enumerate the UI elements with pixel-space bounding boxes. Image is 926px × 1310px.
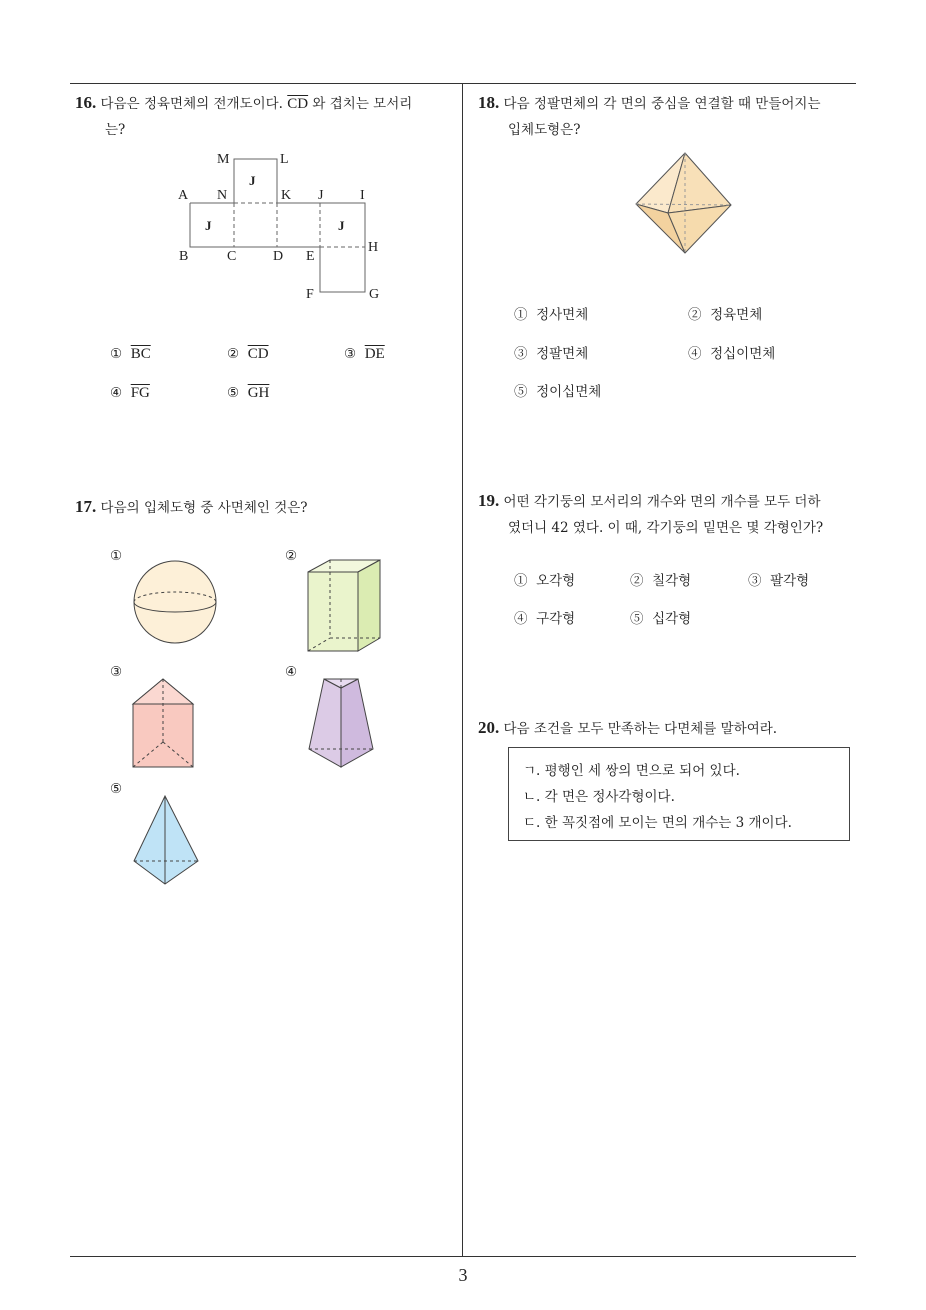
net-label-M: M [217, 152, 230, 167]
q16-option-2[interactable]: ② $\overline{CD}$ [227, 346, 269, 362]
q17-mark-4[interactable]: ④ [285, 664, 298, 680]
q18-option-1[interactable]: ① 정사면체 [514, 307, 589, 323]
q16-option-3[interactable]: ③ $\overline{DE}$ [344, 346, 385, 362]
q16-text-3: 는? [105, 122, 126, 138]
net-label-D: D [273, 249, 284, 264]
q18-option-2[interactable]: ② 정육면체 [688, 307, 763, 323]
net-label-J: J [318, 188, 324, 203]
q19-option-2[interactable]: ② 칠각형 [630, 573, 692, 589]
q20-condition-1: ㄱ. 평행인 세 쌍의 면으로 되어 있다. [523, 763, 740, 779]
net-label-N: N [217, 188, 228, 203]
q18-option-4[interactable]: ④ 정십이면체 [688, 346, 776, 362]
q20-condition-3: ㄷ. 한 꼭짓점에 모이는 면의 개수는 3 개이다. [523, 815, 792, 831]
net-label-L: L [280, 152, 289, 167]
q18-number: 18. [478, 93, 500, 112]
net-face-label-left: J [205, 218, 212, 233]
q17-mark-1[interactable]: ① [110, 548, 123, 564]
q19-question [478, 488, 878, 541]
net-label-C: C [227, 249, 237, 264]
net-label-G: G [369, 287, 380, 302]
q17-mark-5[interactable]: ⑤ [110, 781, 123, 797]
q19-option-3[interactable]: ③ 팔각형 [748, 573, 810, 589]
q16-option-4[interactable]: ④ $\overline{FG}$ [110, 385, 150, 401]
q19-text-2: 였더니 42 였다. 이 때, 각기둥의 밑면은 몇 각형인가? [508, 520, 824, 536]
net-label-H: H [368, 240, 379, 255]
net-label-F: F [306, 287, 314, 302]
q20-number: 20. [478, 718, 500, 737]
q18-option-3[interactable]: ③ 정팔면체 [514, 346, 589, 362]
q16-number: 16. [75, 93, 97, 112]
q16-text-1: 다음은 정육면체의 전개도이다. [100, 96, 283, 112]
net-label-I: I [360, 188, 365, 203]
q18-text-1: 다음 정팔면체의 각 면의 중심을 연결할 때 만들어지는 [503, 96, 821, 112]
q17-number: 17. [75, 497, 97, 516]
q19-option-1[interactable]: ① 오각형 [514, 573, 576, 589]
net-face-label-top: J [249, 173, 256, 188]
q19-option-4[interactable]: ④ 구각형 [514, 611, 576, 627]
q17-text: 다음의 입체도형 중 사면체인 것은? [100, 500, 308, 516]
q20-text: 다음 조건을 모두 만족하는 다면체를 말하여라. [503, 721, 778, 737]
net-label-B: B [179, 249, 189, 264]
q20-conditions-box [508, 747, 850, 841]
net-face-label-right: J [338, 218, 345, 233]
net-label-E: E [306, 249, 315, 264]
q17-mark-2[interactable]: ② [285, 548, 298, 564]
q19-text-1: 어떤 각기둥의 모서리의 개수와 면의 개수를 모두 더하 [503, 494, 821, 510]
q19-option-5[interactable]: ⑤ 십각형 [630, 611, 692, 627]
net-label-K: K [281, 188, 292, 203]
q18-text-2: 입체도형은? [508, 122, 581, 138]
q16-option-5[interactable]: ⑤ $\overline{GH}$ [227, 385, 270, 401]
q17-mark-3[interactable]: ③ [110, 664, 123, 680]
q16-option-1[interactable]: ① $\overline{BC}$ [110, 346, 151, 362]
q20-question [478, 715, 878, 742]
q16-text-2: 와 겹치는 모서리 [308, 96, 413, 112]
q20-condition-2: ㄴ. 각 면은 정사각형이다. [523, 789, 675, 805]
page-number: 3 [458, 1265, 468, 1285]
q18-option-5[interactable]: ⑤ 정이십면체 [514, 384, 602, 400]
q16-segment: $\overline{CD}$ [287, 96, 309, 112]
q19-number: 19. [478, 491, 500, 510]
net-label-A: A [178, 188, 189, 203]
